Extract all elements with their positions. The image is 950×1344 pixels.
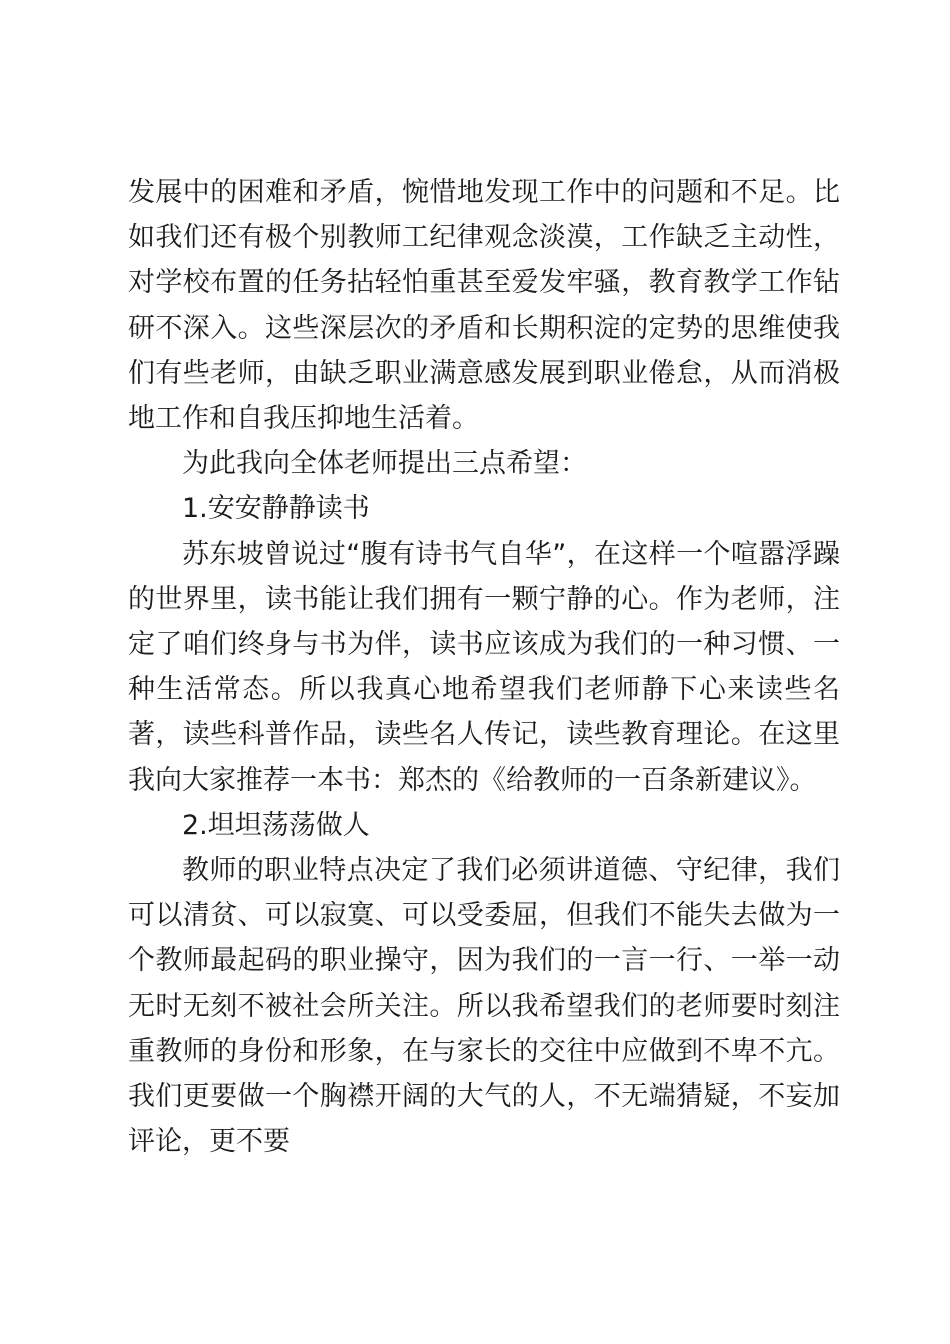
paragraph-three-hopes-intro: 为此我向全体老师提出三点希望： (182, 448, 587, 480)
paragraph-difficulties: 发展中的困难和矛盾，惋惜地发现工作中的问题和不足。比如我们还有极个别教师工纪律观念淡漠，工作缺乏主动性，对学校布置的任务拈轻怕重甚至爱发牢骚，教育教学工作钻研不深入。这些深层次的矛盾和长期积淀的定势的思维使我们有些老师，由缺乏职业满意感发展到职业倦怠，从而消极地工作和自我压抑地生活着。 (128, 177, 840, 435)
document-body (128, 170, 840, 1164)
paragraph-reading: 苏东坡曾说过“腹有诗书气自华”，在这样一个喧嚣浮躁的世界里，读书能让我们拥有一颗宁静的心。作为老师，注定了咱们终身与书为伴，读书应该成为我们的一种习惯、一种生活常态。所以我真心地希望我们老师静下心来读些名著，读些科普作品，读些名人传记，读些教育理论。在这里我向大家推荐一本书：郑杰的《给教师的一百条新建议》。 (128, 538, 840, 796)
heading-be-upright: 2.坦坦荡荡做人 (182, 809, 370, 841)
heading-read-quietly: 1.安安静静读书 (182, 493, 370, 525)
paragraph-professional-ethics: 教师的职业特点决定了我们必须讲道德、守纪律，我们可以清贫、可以寂寞、可以受委屈，但我们不能失去做为一个教师最起码的职业操守，因为我们的一言一行、一举一动无时无刻不被社会所关注。所以我希望我们的老师要时刻注重教师的身份和形象，在与家长的交往中应做到不卑不亢。我们更要做一个胸襟开阔的大气的人，不无端猜疑，不妄加评论，更不要 (128, 855, 840, 1158)
